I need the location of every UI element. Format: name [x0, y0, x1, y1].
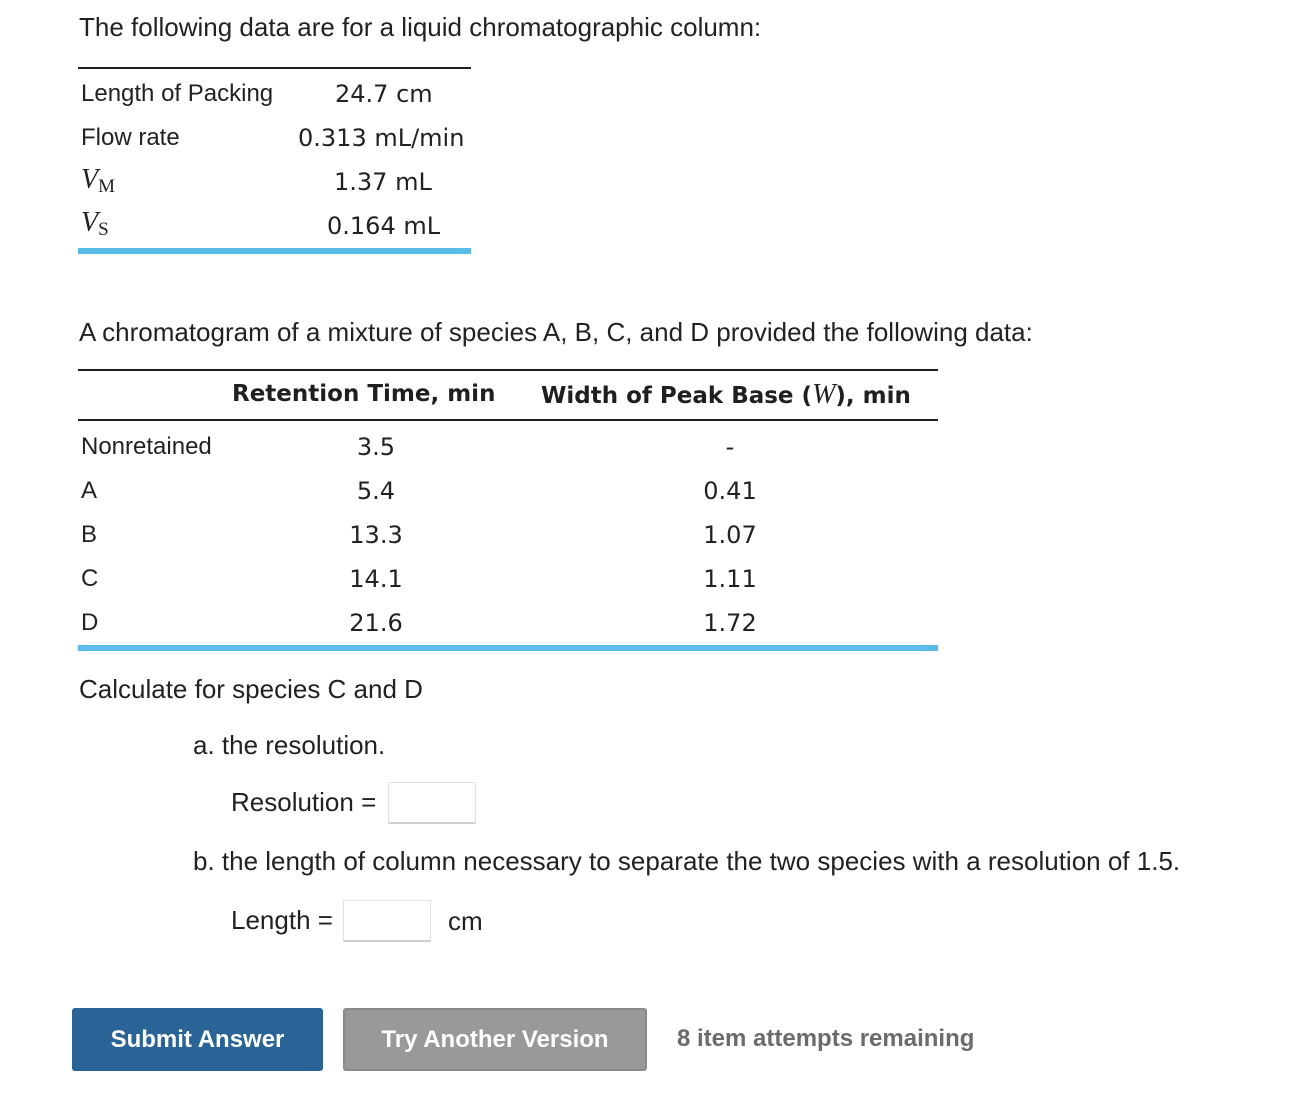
- species-label: Nonretained: [81, 433, 212, 460]
- retention-value: 13.3: [349, 521, 403, 549]
- species-label: B: [81, 521, 98, 548]
- submit-answer-button[interactable]: Submit Answer: [72, 1008, 323, 1071]
- width-value: 1.11: [703, 565, 757, 593]
- intro2-text: A chromatogram of a mixture of species A, B, C, and D provided the following data:: [79, 317, 1033, 347]
- retention-value: 3.5: [356, 433, 396, 461]
- retention-value: 14.1: [349, 565, 403, 593]
- row-length-label: Length of Packing: [81, 80, 274, 107]
- part-a-text: a. the resolution.: [193, 730, 386, 760]
- row-length-value: 24.7 cm: [335, 80, 433, 108]
- resolution-input[interactable]: [388, 782, 476, 824]
- species-label: A: [81, 477, 98, 504]
- length-label: Length =: [231, 905, 333, 935]
- length-unit: cm: [448, 906, 483, 936]
- row-flow-label: Flow rate: [81, 124, 180, 151]
- header-retention: Retention Time, min: [232, 381, 496, 407]
- try-another-version-button[interactable]: Try Another Version: [343, 1008, 647, 1071]
- row-vm-label: $V_M$: [81, 164, 116, 197]
- table1-top-rule: [78, 67, 471, 69]
- row-vs-value: 0.164 mL: [327, 212, 441, 240]
- resolution-label: Resolution =: [231, 787, 377, 817]
- intro-text: The following data are for a liquid chromatographic column:: [79, 12, 762, 42]
- attempts-remaining: 8 item attempts remaining: [677, 1025, 975, 1052]
- row-vm-value: 1.37 mL: [334, 168, 432, 196]
- table2-bottom-rule: [78, 645, 938, 651]
- retention-value: 5.4: [356, 477, 396, 505]
- retention-value: 21.6: [349, 609, 403, 637]
- table1-bottom-rule: [78, 248, 471, 254]
- length-input[interactable]: [343, 900, 431, 942]
- table2-top-rule: [78, 369, 938, 371]
- row-vs-label: $V_S$: [81, 207, 109, 240]
- table2-header-rule: [78, 419, 938, 421]
- part-b-text: b. the length of column necessary to separate the two species with a resolution of 1.5.: [193, 846, 1181, 876]
- species-label: C: [81, 565, 99, 592]
- species-label: D: [81, 609, 99, 636]
- header-width: Width of Peak Base (W), min: [541, 379, 911, 410]
- width-value: 1.07: [703, 521, 757, 549]
- width-value: 0.41: [703, 477, 757, 505]
- width-value: 1.72: [703, 609, 757, 637]
- width-value: -: [725, 433, 735, 461]
- question-prompt: Calculate for species C and D: [79, 674, 423, 704]
- row-flow-value: 0.313 mL/min: [298, 124, 465, 152]
